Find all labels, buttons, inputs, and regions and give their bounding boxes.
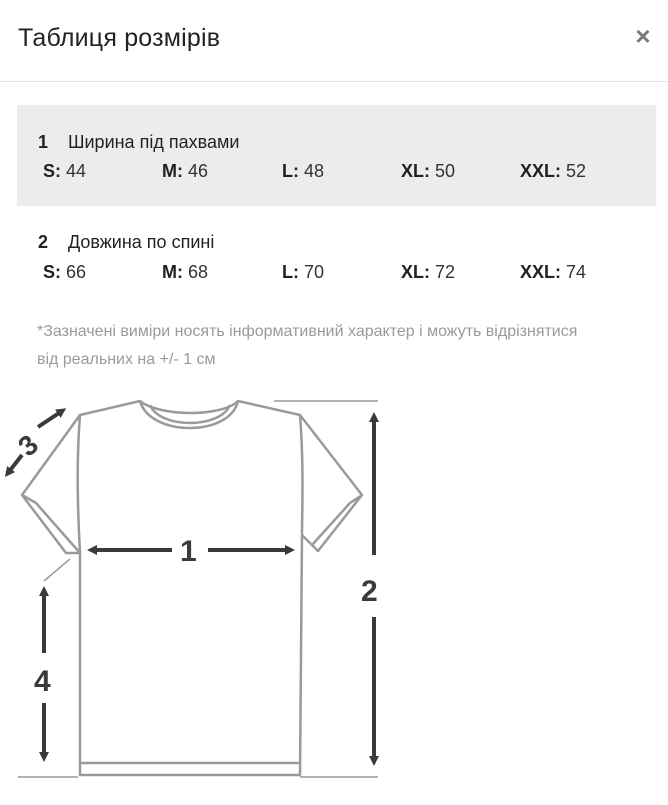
sleeve-arrow-down <box>8 455 22 473</box>
size-value-l: L: 48 <box>282 161 325 181</box>
size-value-xxl: XXL: 74 <box>520 262 587 282</box>
tshirt-body <box>22 401 362 775</box>
size-value-s: S: 66 <box>43 262 87 282</box>
close-icon[interactable]: × <box>635 21 651 51</box>
guide-lines <box>18 401 378 777</box>
tshirt-outline <box>22 401 362 775</box>
tshirt-right-cuff <box>312 495 362 545</box>
measurement-row-width <box>17 105 656 206</box>
size-value-xl: XL: 72 <box>401 262 456 282</box>
disclaimer-note: *Зазначені виміри носять інформативний характер і можуть відрізнятися від реальних на +/- 1 см <box>37 323 578 368</box>
measurement-heading <box>38 232 214 253</box>
diagram-label-2: 2 <box>361 575 378 608</box>
diagram-label-4: 4 <box>34 665 51 698</box>
size-value-xl: XL: 50 <box>401 161 456 181</box>
dialog-title: Таблиця розмірів <box>18 24 221 52</box>
size-value-l: L: 70 <box>282 262 325 282</box>
measurement-heading <box>38 132 239 153</box>
measurement-label: Ширина під пахвами <box>68 132 240 152</box>
tshirt-left-cuff <box>22 495 80 553</box>
tshirt-size-diagram <box>0 385 420 800</box>
tshirt-right-armhole <box>300 415 303 535</box>
measurement-number: 2 <box>38 232 49 252</box>
size-value-m: M: 46 <box>162 161 209 181</box>
measurement-label: Довжина по спині <box>68 232 215 252</box>
measurement-number: 1 <box>38 132 49 152</box>
diagram-label-1: 1 <box>180 535 197 568</box>
dialog-header <box>0 0 668 82</box>
measurement-arrows <box>8 411 374 761</box>
diagram-label-3: 3 <box>12 428 45 463</box>
sleeve-arrow-up <box>38 411 62 427</box>
size-value-s: S: 44 <box>43 161 87 181</box>
measurement-row-length <box>17 206 656 301</box>
size-value-xxl: XXL: 52 <box>520 161 587 181</box>
tshirt-left-armhole <box>78 415 80 553</box>
tshirt-diagram-svg <box>0 385 420 800</box>
size-value-m: M: 68 <box>162 262 209 282</box>
